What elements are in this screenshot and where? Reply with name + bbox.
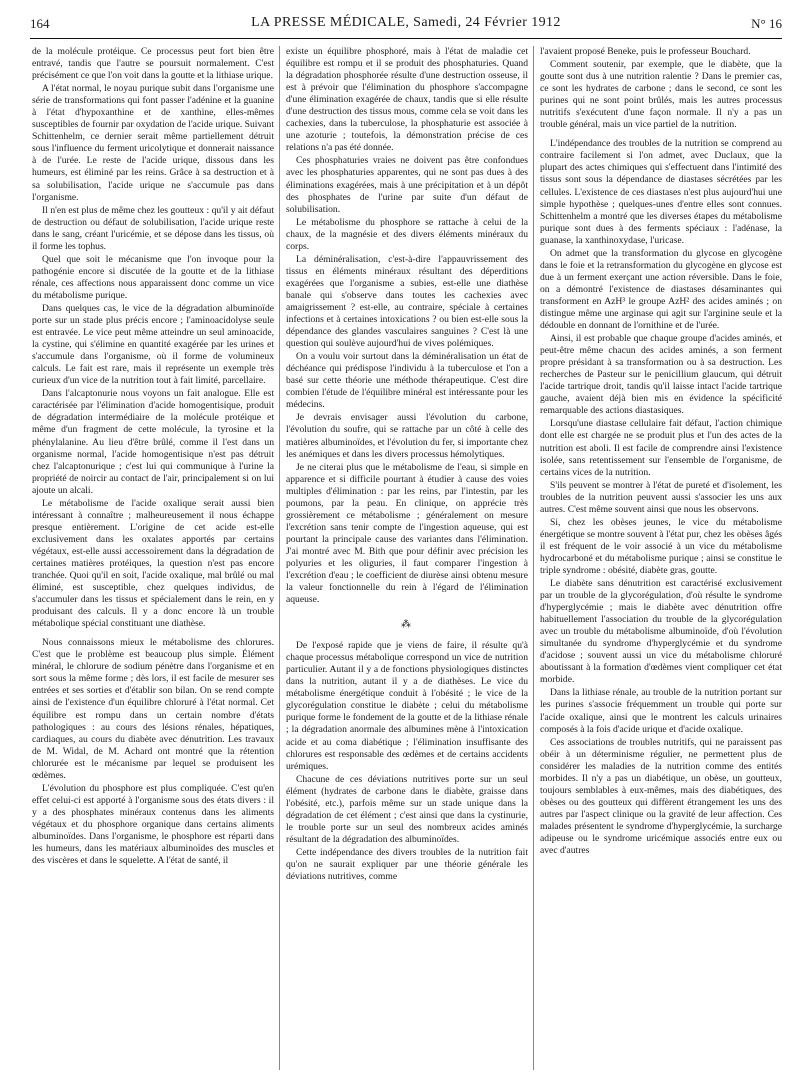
paragraph: Ainsi, il est probable que chaque groupe d'acides aminés, et peut-être même chacun des acides aminés, a son ferment propre présidant à sa transformation ou à sa destruction. Les recherches de Pasteur sur le penicillium glaucum, qui détruit l'acide tartrique droit, tandis qu'il laisse intact l'acide tartrique gauche, avaient déjà bien mis en évidence la spécificité remarquable des actions diastasiques. <box>540 333 782 417</box>
paragraph: On a voulu voir surtout dans la déminéralisation un état de déchéance qui prédispose l'individu à la tuberculose et l'on a basé sur cette théorie une méthode thérapeutique. C'est dire combien l'étude de l'équilibre minéral est intéressante pour les médecins. <box>286 351 528 411</box>
paragraph: Lorsqu'une diastase cellulaire fait défaut, l'action chimique dont elle est chargée ne se produit plus et l'un des actes de la nutrition est aboli. Il est facile de comprendre ainsi l'existence isolée, sans retentissement sur l'ensemble de l'organisme, de certains vices de la nutrition. <box>540 418 782 478</box>
column-divider <box>533 46 534 1070</box>
paragraph: l'avaient proposé Beneke, puis le professeur Bouchard. <box>540 46 751 57</box>
paragraph: Le métabolisme du phosphore se rattache à celui de la chaux, de la magnésie et des divers éléments minéraux du corps. <box>286 216 528 252</box>
text-column-left <box>32 46 274 1076</box>
paragraph: existe un équilibre phosphoré, mais à l'état de maladie cet équilibre est rompu et il se produit des phosphaturies. Quand la dégradation phosphorée résulte d'une destruction osseuse, il est à prévoir que l'élimination du phosphore s'accompagne d'une élimination exagérée de chaux, tandis que si elle résulte d'une destruction des tissus mous, comme cela se voit dans les cachexies, dans la tuberculose, la phosphaturie est associée à une azoturie ; toutefois, la démonstration précise de ces relations n'a pas été donnée. <box>286 46 528 154</box>
column-divider <box>279 46 280 1070</box>
paragraph: Chacune de ces déviations nutritives porte sur un seul élément (hydrates de carbone dans le diabète, graisse dans l'obésité, etc.), parfois même sur un stade unique dans la dégradation de cet élément ; c'est ainsi que dans la cystinurie, le trouble porte sur un seul des nombreux acides aminés résultant de la dégradation des albuminoïdes. <box>286 773 528 845</box>
paragraph: Ces phosphaturies vraies ne doivent pas être confondues avec les phosphaturies apparentes, qui ne sont pas dues à des éliminations exagérées, mais à une précipitation et à un dépôt des phosphates de l'urine par suite d'un défaut de solubilisation. <box>286 155 528 215</box>
paragraph: Je devrais envisager aussi l'évolution du carbone, l'évolution du soufre, qui se rattache par un côté à celle des matières albuminoïdes, et l'évolution du fer, si importante chez les anémiques et dans les divers processus hémolytiques. <box>286 412 528 460</box>
text-column-middle <box>286 46 528 1076</box>
paragraph: de la molécule protéique. Ce processus peut fort bien être entravé, tandis que l'autre se poursuit normalement. C'est précisément ce que l'on voit dans la goutte et la lithiase urique. <box>32 46 274 82</box>
paragraph: Ces associations de troubles nutritifs, qui ne paraissent pas obéir à un déterminisme régulier, ne permettent plus de considérer les maladies de la nutrition comme des entités morbides. Il n'y a pas un diabétique, un obèse, un goutteux, toujours semblables à eux-mêmes, mais des diabétiques, des obèses ou des goutteux qui diffèrent étrangement les uns des autres par l'aspect clinique ou la gravité de leur affection. Ces malades présentent le syndrome d'hyperglycémie, la surcharge adipeuse ou le syndrome uricémique associés entre eux ou avec d'autres <box>540 736 782 857</box>
journal-title: LA PRESSE MÉDICALE, Samedi, 24 Février 1912 <box>251 15 561 30</box>
paragraph: Je ne citerai plus que le métabolisme de l'eau, si simple en apparence et si difficile pourtant à étudier à cause des voies multiples d'élimination : par les reins, par l'intestin, par les poumons, par la peau. En clinique, on apprécie très grossièrement ce métabolisme ; généralement on mesure l'excrétion sans tenir compte de l'ingestion aqueuse, qui est pourtant la principale cause des variantes dans l'élimination. J'ai montré avec M. Bith que pour définir avec précision les polyuries et les oliguries, il faut comparer l'ingestion à l'excrétion d'eau ; le coefficient de diurèse ainsi obtenu mesure la valeur fonctionnelle du rein à l'égard de l'élimination aqueuse. <box>286 461 528 606</box>
paragraph: On admet que la transformation du glycose en glycogène dans le foie et la retransformation du glycogène en glycose est due à un ferment exerçant une action réversible. Dans le foie, on a démontré l'existence de diastases désaminantes qui transforment en AzH³ le groupe AzH² des acides aminés ; on distingue même une arginase qui agit sur l'arginine seule et la dédouble en donnant de l'ornithine et de l'urée. <box>540 247 782 332</box>
page-header <box>30 14 782 39</box>
paragraph: Quel que soit le mécanisme que l'on invoque pour la pathogénie encore si discutée de la goutte et de la lithiase rénale, ces affections nous apparaissent donc comme un vice du métabolisme purique. <box>32 253 274 301</box>
paragraph: Le diabète sans dénutrition est caractérisé exclusivement par un trouble de la glycorégulation, d'où résulte le syndrome d'hyperglycémie ; mais le diabète avec dénutrition offre habituellement l'association du trouble de la glycorégulation avec un trouble du métabolisme albuminoïde, d'où l'évolution simultanée du syndrome d'hyperglycémie et du syndrome d'acidose ; souvent aussi un vice du métabolisme chloruré aboutissant à la formation d'œdèmes vient compliquer cet état morbide. <box>540 578 782 686</box>
page-number: 164 <box>30 16 50 31</box>
paragraph: A l'état normal, le noyau purique subit dans l'organisme une série de transformations qui font passer l'adénine et la guanine à l'état d'hypoxanthine et de xanthine, elles-mêmes susceptibles de fournir par oxydation de l'acide urique. Suivant Schittenhelm, ce dernier serait même partiellement détruit sous l'influence du ferment uricolytique et donnerait naissance à de l'urée. Le reste de l'acide urique, dissous dans les humeurs, est éliminé par les reins. Grâce à sa destruction et à sa solubilisation, l'acide urique ne s'accumule pas dans l'organisme. <box>32 83 274 203</box>
paragraph: Dans l'alcaptonurie nous voyons un fait analogue. Elle est caractérisée par l'élimination d'acide homogentisique, produit de dégradation intermédiaire de la molécule protéique et même d'un fragment de cette molécule, la tyrosine et la phénylalanine. Au lieu d'être brûlé, comme il l'est dans un organisme normal, l'acide homogentisique n'est pas détruit chez l'alcaptonurique ; c'est lui qui communique à l'urine la propriété de noircir au contact de l'air, principalement si on lui ajoute un alcali. <box>32 388 274 496</box>
paragraph: Nous connaissons mieux le métabolisme des chlorures. C'est que le problème est beaucoup plus simple. Élément minéral, le chlorure de sodium pénètre dans l'organisme et en sort sous la même forme ; dès lors, il est facile de mesurer ses entrées et ses sorties et d'établir son bilan. On se rend compte ainsi de l'existence d'un équilibre chloruré à l'état normal. Cet équilibre est rompu dans un certain nombre d'états pathologiques : au cours des lésions rénales, hépatiques, cardiaques, au cours du diabète avec dénutrition. Les travaux de M. Widal, de M. Achard ont montré que la rétention chlorurée est le mécanisme par lequel se produisent les œdèmes. <box>32 637 274 781</box>
paragraph-gap <box>540 131 782 138</box>
paragraph: L'évolution du phosphore est plus compliquée. C'est qu'en effet celui-ci est apporté à l'organisme sous des états divers : il y a des phosphates minéraux contenus dans les aliments végétaux et du phosphore organique dans certains aliments albuminoïdes. Dans l'organisme, le phosphore est réparti dans les humeurs, dans les matériaux albuminoïdes des muscles et des viscères et dans le squelette. A l'état de santé, il <box>32 782 274 867</box>
paragraph: Il n'en est plus de même chez les goutteux : qu'il y ait défaut de destruction ou défaut de solubilisation, l'acide urique reste dans le sang, créant l'uricémie, et se dépose dans les tissus, où il forme les tophus. <box>32 204 274 252</box>
paragraph: Comment soutenir, par exemple, que le diabète, que la goutte sont dus à une nutrition ralentie ? Dans le premier cas, ce sont les hydrates de carbone ; dans le second, ce sont les purines qui ne sont point brûlés, mais les autres processus nutritifs s'exécutent d'une façon normale. Il n'y a pas un trouble général, mais un vice partiel de la nutrition. <box>540 59 782 131</box>
paragraph: L'indépendance des troubles de la nutrition se comprend au contraire facilement si l'on admet, avec Duclaux, que la plupart des actes chimiques qui s'effectuent dans l'intimité des tissus sont sous la dépendance de diastases sécrétées par les cellules. L'existence de ces diastases n'est plus aujourd'hui une simple hypothèse ; quelques-unes d'entre elles sont connues. Schittenhelm a montré que les diverses étapes du métabolisme purique sont dues à des ferments spéciaux : l'adénase, la guanase, la xanthinoxydase, l'uricase. <box>540 138 782 246</box>
paragraph: Cette indépendance des divers troubles de la nutrition fait qu'on ne saurait expliquer par une théorie générale les déviations nutritives, comme <box>286 846 528 883</box>
paragraph: Dans la lithiase rénale, au trouble de la nutrition portant sur les purines s'associe fréquemment un trouble qui porte sur l'acide oxalique, ainsi que le montrent les calculs urinaires composés à la fois d'acide urique et d'acide oxalique. <box>540 687 782 735</box>
paragraph: La déminéralisation, c'est-à-dire l'appauvrissement des tissus en éléments minéraux résultant des déperditions exagérées que l'organisme a subies, est-elle une diathèse banale qui s'observe dans toutes les cachexies avec amaigrissement ? est-elle, au contraire, spéciale à certaines infections et à certaines intoxications ? ou bien est-elle sous la dépendance des glandes vasculaires sanguines ? C'est là une question qui soulève aujourd'hui de vives polémiques. <box>286 253 528 350</box>
section-asterism: ⁂ <box>401 619 413 631</box>
issue-number: N° 16 <box>751 16 782 31</box>
paragraph: Dans quelques cas, le vice de la dégradation albuminoïde porte sur un stade plus précis encore ; l'aminoacidolyse seule est entravée. Le vice peut même atteindre un seul aminoacide, la cystine, qui s'élimine en quantité exagérée par les urines et s'accumule dans l'organisme, où il forme de volumineux calculs. Le fait est rare, mais il représente un exemple très curieux d'un vice de la nutrition tout à fait limité, parcellaire. <box>32 302 274 387</box>
paragraph: De l'exposé rapide que je viens de faire, il résulte qu'à chaque processus métabolique correspond un vice de nutrition particulier. Autant il y a de fonctions physiologiques distinctes dans la nutrition, autant il y a de diathèses. Le vice du métabolisme énergétique conduit à l'obésité ; le vice de la glycorégulation constitue le diabète ; celui du métabolisme purique forme le fondement de la goutte et de la lithiase rénale ; la dégradation anormale des albumines mène à l'intoxication acide et au coma diabétique ; l'élimination insuffisante des chlorures est responsable des œdèmes et de certains accidents urémiques. <box>286 640 528 772</box>
paragraph: S'ils peuvent se montrer à l'état de pureté et d'isolement, les troubles de la nutrition peuvent aussi s'associer les uns aux autres. C'est même souvent ainsi que nous les observons. <box>540 479 782 515</box>
paragraph: Si, chez les obèses jeunes, le vice du métabolisme énergétique se montre souvent à l'état pur, chez les obèses âgés il est fréquent de le voir associé à un vice du métabolisme hydrocarboné et du métabolisme purique ; ainsi se constitue le triple syndrome : obésité, diabète gras, goutte. <box>540 516 782 576</box>
text-column-right <box>540 46 782 1076</box>
paragraph-gap <box>32 630 274 637</box>
paragraph: Le métabolisme de l'acide oxalique serait aussi bien intéressant à connaître ; malheureusement il nous échappe presque entièrement. L'origine de cet acide est-elle exclusivement dans les oxalates apportés par certains végétaux, est-elle aussi accessoirement dans la dégradation de certaines matières protéiques, la question n'est pas encore tranchée. Quoi qu'il en soit, l'acide oxalique, mal brûlé ou mal éliminé, est susceptible, chez quelques individus, de s'accumuler dans les tissus et spécialement dans le rein, en y produisant des calculs. Il y a donc encore là un trouble métabolique spécial constituant une diathèse. <box>32 497 274 630</box>
